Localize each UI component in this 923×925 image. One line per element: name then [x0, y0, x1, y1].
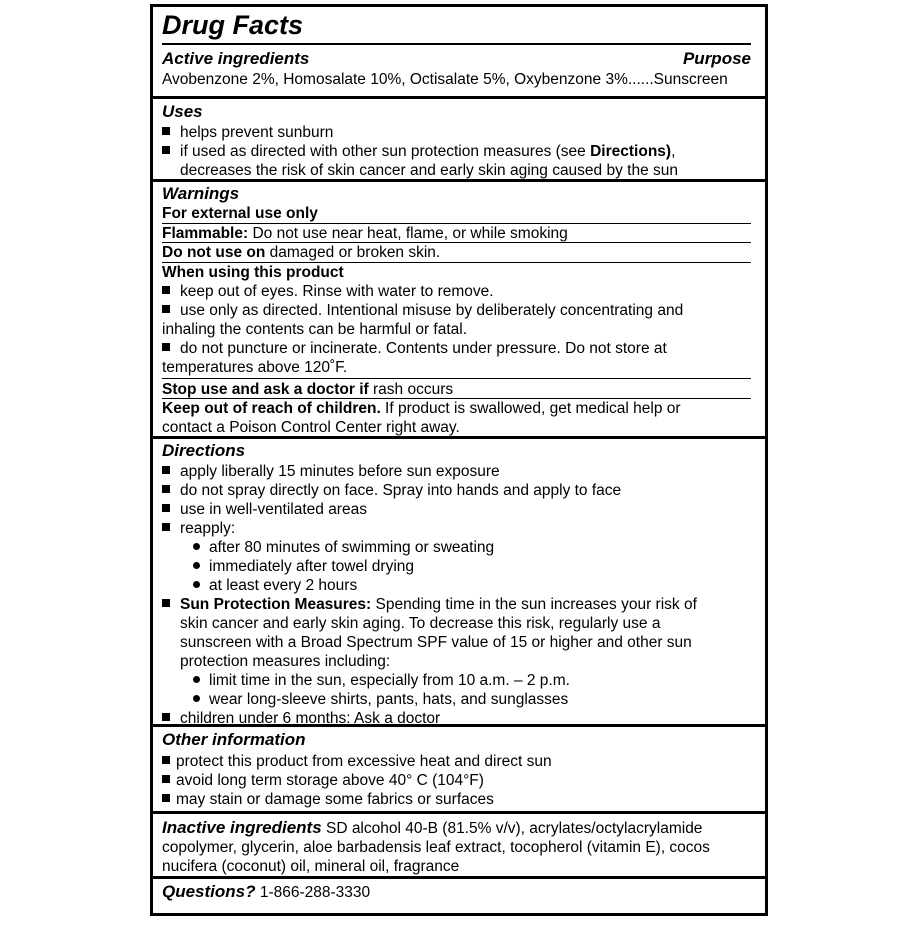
- direction-subitem: wear long-sleeve shirts, pants, hats, and sunglasses: [193, 690, 568, 709]
- bullet-dot-icon: [193, 695, 200, 702]
- inactive-text: Inactive ingredients SD alcohol 40-B (81.5% v/v), acrylates/octylacrylamide: [162, 818, 703, 837]
- keep-out-text: Keep out of reach of children. If product is swallowed, get medical help or: [162, 400, 681, 417]
- bullet-square-icon: [162, 504, 170, 512]
- bullet-square-icon: [162, 599, 170, 607]
- direction-subitem: after 80 minutes of swimming or sweating: [193, 538, 494, 557]
- bullet-square-icon: [162, 343, 170, 351]
- bullet-square-icon: [162, 466, 170, 474]
- uses-heading: Uses: [162, 102, 203, 121]
- bullet-dot-icon: [193, 543, 200, 550]
- uses-item: helps prevent sunburn: [162, 123, 333, 142]
- do-not-use-text: Do not use on damaged or broken skin.: [162, 244, 441, 261]
- other-info-heading: Other information: [162, 730, 306, 749]
- direction-subitem: limit time in the sun, especially from 10 a.m. – 2 p.m.: [193, 671, 570, 690]
- warnings-section: [153, 182, 765, 439]
- bullet-square-icon: [162, 305, 170, 313]
- other-info-item: protect this product from excessive heat and direct sun: [162, 752, 552, 771]
- bullet-square-icon: [162, 756, 170, 764]
- direction-item: children under 6 months: Ask a doctor: [162, 709, 440, 728]
- bullet-square-icon: [162, 286, 170, 294]
- stop-use-text: Stop use and ask a doctor if rash occurs: [162, 381, 454, 398]
- uses-item-continued: decreases the risk of skin cancer and early skin aging caused by the sun: [180, 162, 678, 179]
- direction-subitem: at least every 2 hours: [193, 576, 357, 595]
- uses-section: [153, 99, 765, 182]
- inactive-section: [153, 814, 765, 879]
- inactive-text-continued: nucifera (coconut) oil, mineral oil, fragrance: [162, 858, 460, 875]
- panel-title: Drug Facts: [162, 10, 304, 40]
- when-using-heading: When using this product: [162, 264, 344, 281]
- purpose-heading: Purpose: [682, 49, 751, 68]
- direction-item: do not spray directly on face. Spray into hands and apply to face: [162, 481, 621, 500]
- drug-facts-panel: [150, 4, 768, 916]
- directions-section: [153, 439, 765, 727]
- uses-item: if used as directed with other sun protection measures (see Directions),: [162, 142, 675, 161]
- directions-heading: Directions: [162, 441, 246, 460]
- bullet-square-icon: [162, 146, 170, 154]
- keep-out-text-continued: contact a Poison Control Center right away.: [162, 419, 460, 436]
- direction-item-continued: protection measures including:: [180, 653, 391, 670]
- bullet-dot-icon: [193, 676, 200, 683]
- questions-section: [153, 879, 765, 913]
- active-section: [153, 7, 765, 99]
- direction-item: apply liberally 15 minutes before sun exposure: [162, 462, 500, 481]
- bullet-square-icon: [162, 127, 170, 135]
- direction-item-continued: sunscreen with a Broad Spectrum SPF value of 15 or higher and other sun: [180, 634, 692, 651]
- active-heading: Active ingredients: [162, 49, 310, 68]
- direction-item: reapply:: [162, 519, 235, 538]
- bullet-square-icon: [162, 794, 170, 802]
- bullet-dot-icon: [193, 562, 200, 569]
- direction-item: Sun Protection Measures: Spending time in the sun increases your risk of: [162, 595, 697, 614]
- external-use-text: For external use only: [162, 205, 318, 222]
- title-rule: [162, 43, 751, 45]
- bullet-square-icon: [162, 485, 170, 493]
- flammable-text: Flammable: Do not use near heat, flame, or while smoking: [162, 225, 568, 242]
- warning-item: keep out of eyes. Rinse with water to remove.: [162, 282, 494, 301]
- warning-item-continued: temperatures above 120˚F.: [162, 359, 348, 376]
- warnings-heading: Warnings: [162, 184, 240, 203]
- direction-subitem: immediately after towel drying: [193, 557, 414, 576]
- other-info-item: may stain or damage some fabrics or surfaces: [162, 790, 494, 809]
- phone-number: 1-866-288-3330: [255, 884, 371, 901]
- warning-item: use only as directed. Intentional misuse by deliberately concentrating and: [162, 301, 683, 320]
- direction-item-continued: skin cancer and early skin aging. To decrease this risk, regularly use a: [180, 615, 661, 632]
- bullet-square-icon: [162, 775, 170, 783]
- other-info-item: avoid long term storage above 40° C (104°F): [162, 771, 484, 790]
- active-ingredients-text: Avobenzone 2%, Homosalate 10%, Octisalate 5%, Oxybenzone 3%......Sunscreen: [162, 71, 728, 88]
- warning-item: do not puncture or incinerate. Contents under pressure. Do not store at: [162, 339, 667, 358]
- inactive-text-continued: copolymer, glycerin, aloe barbadensis leaf extract, tocopherol (vitamin E), cocos: [162, 839, 710, 856]
- direction-item: use in well-ventilated areas: [162, 500, 367, 519]
- bullet-square-icon: [162, 523, 170, 531]
- bullet-dot-icon: [193, 581, 200, 588]
- questions-text: Questions? 1-866-288-3330: [162, 882, 371, 901]
- warning-item-continued: inhaling the contents can be harmful or fatal.: [162, 321, 468, 338]
- other-info-section: [153, 727, 765, 814]
- bullet-square-icon: [162, 713, 170, 721]
